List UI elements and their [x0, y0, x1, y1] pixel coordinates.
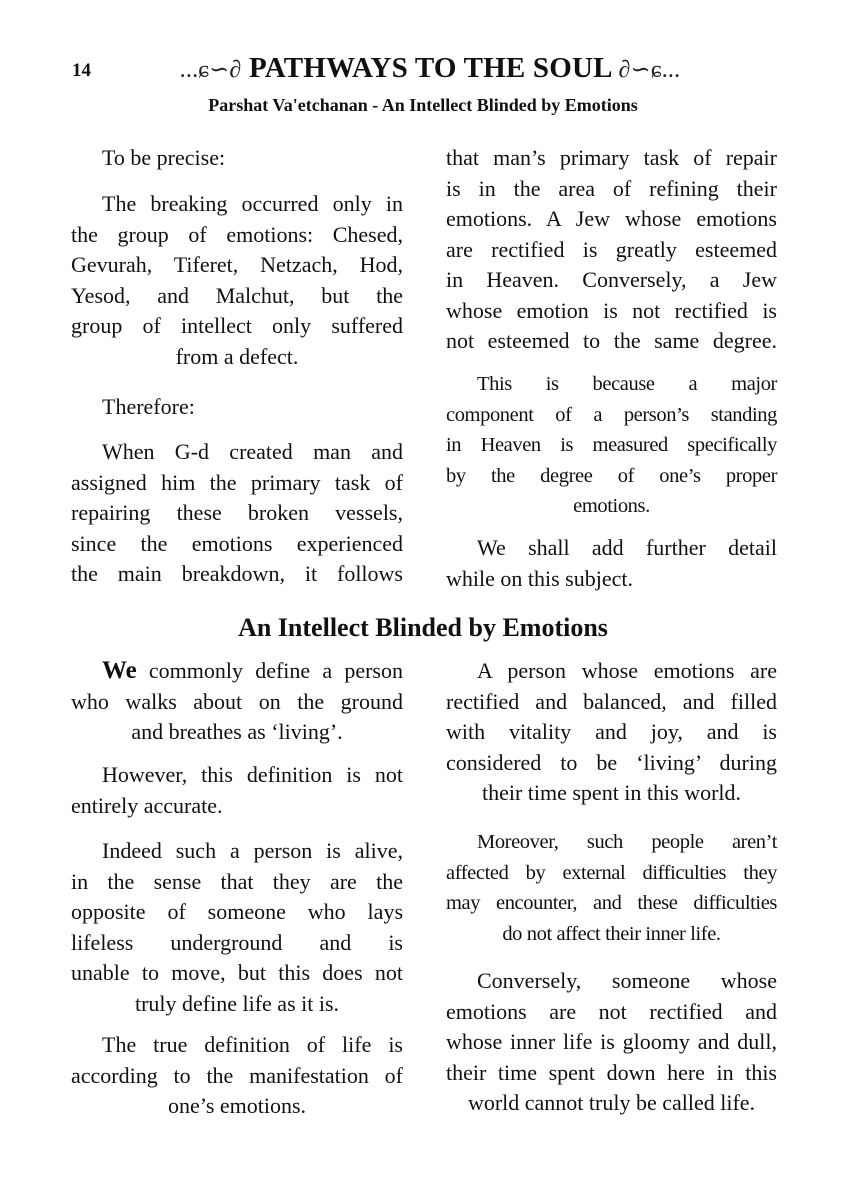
text-line: who walks about on the ground — [71, 688, 403, 714]
paragraph — [71, 392, 403, 423]
text-line: unable to move, but this does not — [71, 960, 403, 985]
text-line: The true definition of life is — [102, 1032, 403, 1057]
paragraph — [71, 189, 403, 372]
text-line: Moreover, such people aren’t — [477, 831, 777, 853]
text-line: When G-d created man and — [102, 439, 403, 464]
text-line: since the emotions experienced — [71, 530, 403, 556]
paragraph — [71, 656, 403, 748]
text-line: The breaking occurred only in — [102, 191, 403, 216]
text-line: Therefore: — [102, 394, 195, 419]
text-line: in the sense that they are the — [71, 868, 403, 894]
text-line: are rectified is greatly esteemed — [446, 236, 777, 262]
text-line: the main breakdown, it follows — [71, 561, 403, 586]
text-line: emotions. A Jew whose emotions — [446, 206, 777, 231]
text-line: assigned him the primary task of — [71, 469, 403, 495]
paragraph — [71, 143, 403, 174]
text-line: is in the area of refining their — [446, 175, 777, 201]
text-line: truly define life as it is. — [134, 990, 340, 1016]
line-text: commonly define a person — [136, 658, 403, 683]
text-line: may encounter, and these difficulties — [446, 892, 777, 914]
text-line: in Heaven is measured specifically — [446, 434, 777, 456]
text-line: component of a person’s standing — [446, 403, 777, 426]
paragraph — [446, 966, 777, 1119]
running-header — [130, 52, 730, 85]
paragraph — [446, 533, 777, 594]
text-line: Indeed such a person is alive, — [102, 838, 403, 863]
text-line: the group of emotions: Chesed, — [71, 221, 403, 247]
text-line: affected by external difficulties they — [446, 861, 777, 884]
text-line: Conversely, someone whose — [477, 968, 777, 993]
text-line: one’s emotions. — [167, 1093, 307, 1118]
text-line: repairing these broken vessels, — [71, 500, 403, 525]
page-number: 14 — [72, 60, 91, 81]
text-line — [71, 656, 403, 687]
text-line: according to the manifestation of — [71, 1062, 403, 1088]
ornament-left-icon: ...ɕ∽∂ — [179, 57, 242, 83]
text-line: This is because a major — [477, 373, 777, 395]
book-title: PATHWAYS TO THE SOUL — [248, 52, 612, 84]
text-line: their time spent in this world. — [481, 780, 742, 805]
text-line: group of intellect only suffered — [71, 313, 403, 338]
text-line: not esteemed to the same degree. — [446, 328, 777, 353]
text-line: considered to be ‘living’ during — [446, 749, 777, 775]
text-line: by the degree of one’s proper — [446, 464, 777, 487]
paragraph — [446, 143, 777, 357]
text-line: do not affect their inner life. — [502, 922, 721, 945]
text-line: opposite of someone who lays — [71, 899, 403, 924]
paragraph — [446, 827, 777, 949]
text-line: We shall add further detail — [477, 535, 777, 560]
text-line: However, this definition is not — [102, 762, 403, 787]
text-line: world cannot truly be called life. — [467, 1090, 756, 1115]
text-line: in Heaven. Conversely, a Jew — [446, 267, 777, 292]
text-line: whose inner life is gloomy and dull, — [446, 1029, 777, 1054]
section-heading: An Intellect Blinded by Emotions — [238, 613, 608, 642]
lead-word: We — [102, 657, 137, 684]
paragraph — [446, 369, 777, 522]
text-line: from a defect. — [175, 343, 299, 369]
text-line: Gevurah, Tiferet, Netzach, Hod, — [71, 252, 403, 277]
text-line: whose emotion is not rectified is — [446, 297, 777, 323]
paragraph — [71, 836, 403, 1019]
ornament-right-icon: ∂∽ɕ... — [618, 57, 681, 83]
text-line: rectified and balanced, and filled — [446, 688, 777, 714]
text-line: lifeless underground and is — [71, 929, 403, 955]
paragraph — [71, 437, 403, 590]
text-line: entirely accurate. — [71, 792, 223, 818]
text-line: Yesod, and Malchut, but the — [71, 282, 403, 308]
paragraph — [71, 760, 403, 821]
text-line: emotions. — [573, 495, 650, 517]
text-line: and breathes as ‘living’. — [131, 719, 343, 744]
text-line: with vitality and joy, and is — [446, 719, 777, 744]
text-line: emotions are not rectified and — [446, 998, 777, 1024]
text-line: while on this subject. — [446, 565, 633, 591]
text-line: that man’s primary task of repair — [446, 145, 777, 170]
text-line: their time spent down here in this — [446, 1059, 777, 1085]
text-line: A person whose emotions are — [477, 658, 777, 683]
text-line: To be precise: — [102, 145, 226, 170]
paragraph — [446, 656, 777, 809]
paragraph — [71, 1030, 403, 1122]
chapter-subtitle: Parshat Va'etchanan - An Intellect Blinded by Emotions — [208, 95, 638, 115]
